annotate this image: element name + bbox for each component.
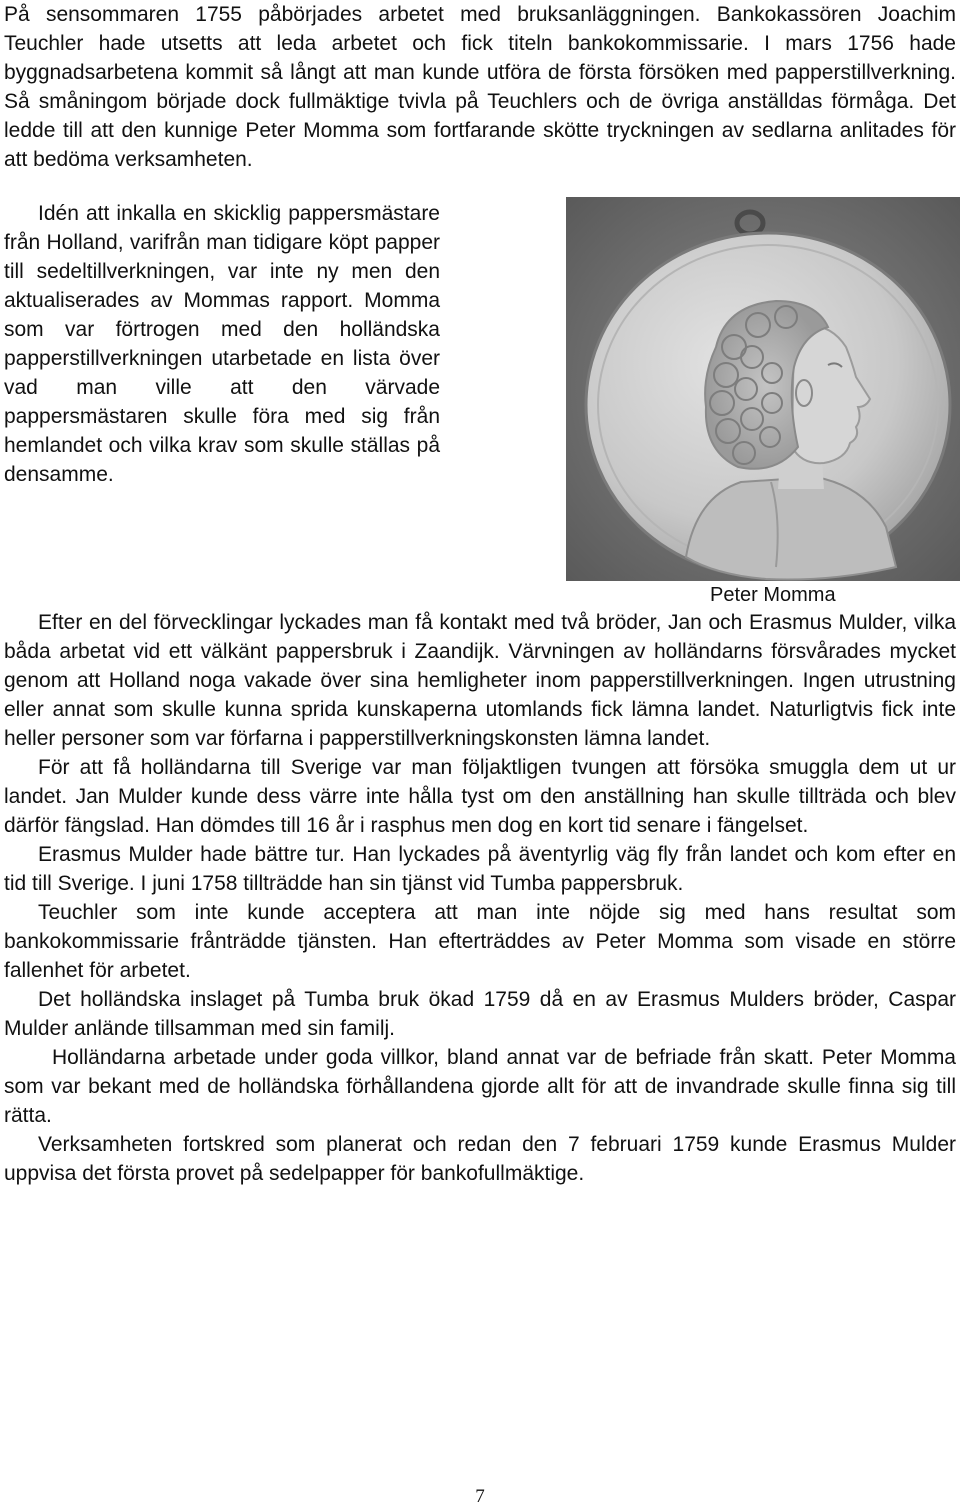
paragraph-8: Holländarna arbetade under goda villkor, bland annat var de befriade från skatt. Peter Momma som var bekant med de holländska förhållandena gjorde allt för att de invandrade skulle finna sig till rätta.	[4, 1046, 956, 1127]
paragraph-7: Det holländska inslaget på Tumba bruk ökad 1759 då en av Erasmus Mulders bröder, Caspar Mulder anlände tillsamman med sin familj.	[4, 988, 956, 1040]
page-number: 7	[475, 1486, 485, 1507]
paragraph-6: Teuchler som inte kunde acceptera att man inte nöjde sig med hans resultat som bankokommissarie frånträdde tjänsten. Han efterträddes av Peter Momma som visade en större fallenhet för arbetet.	[4, 901, 956, 982]
paragraph-4: För att få holländarna till Sverige var man följaktligen tvungen att försöka smuggla dem ut ur landet. Jan Mulder kunde dess värre inte hålla tyst om den anställning han skulle tillträda och blev därför fängslad. Han dömdes till 16 år i rasphus men dog en kort tid senare i fängelset.	[4, 756, 956, 837]
paragraph-2: Idén att inkalla en skicklig pappersmästare från Holland, varifrån man tidigare köpt papper till sedeltillverkningen, var inte ny men den aktualiserades av Mommas rapport. Momma som var förtrogen med den holländska papperstillverkningen utarbetade en lista över vad man ville att den värvade pappersmästaren skulle föra med sig från hemlandet och vilka krav som skulle ställas på densamme.	[4, 202, 440, 486]
paragraph-9: Verksamheten fortskred som planerat och redan den 7 februari 1759 kunde Erasmus Mulder uppvisa det första provet på sedelpapper för bankofullmäktige.	[4, 1133, 956, 1185]
figure-caption: Peter Momma	[710, 584, 836, 606]
paragraph-1: På sensommaren 1755 påbörjades arbetet med bruksanläggningen. Bankokassören Joachim Teuchler hade utsetts att leda arbetet och fick titeln bankokommissarie. I mars 1756 hade byggnadsarbetena kommit så långt att man kunde utföra de första försöken med papperstillverkning. Så småningom började dock fullmäktige tvivla på Teuchlers och de övriga anställdas förmåga. Det ledde till att den kunnige Peter Momma som fortfarande skötte tryckningen av sedlarna anlitades för att bedöma verksamheten.	[4, 3, 956, 171]
body-text	[4, 608, 956, 1188]
paragraph-3: Efter en del förvecklingar lyckades man få kontakt med två bröder, Jan och Erasmus Mulder, vilka båda arbetat vid ett välkänt pappersbruk i Zaandijk. Värvningen av holländarns försvårades mycket genom att Holland noga vakade över sina hemligheter inom papperstillverkningen. Ingen utrustning eller annat som skulle kunna sprida kunskaperna utomlands fick lämna landet. Naturligtvis fick inte heller personer som var förfarna i papperstillverkningskonsten lämna landet.	[4, 611, 956, 750]
portrait-medallion-image	[566, 197, 960, 581]
paragraph-5: Erasmus Mulder hade bättre tur. Han lyckades på äventyrlig väg fly från landet och kom efter en tid till Sverige. I juni 1758 tillträdde han sin tjänst vid Tumba pappersbruk.	[4, 843, 956, 895]
